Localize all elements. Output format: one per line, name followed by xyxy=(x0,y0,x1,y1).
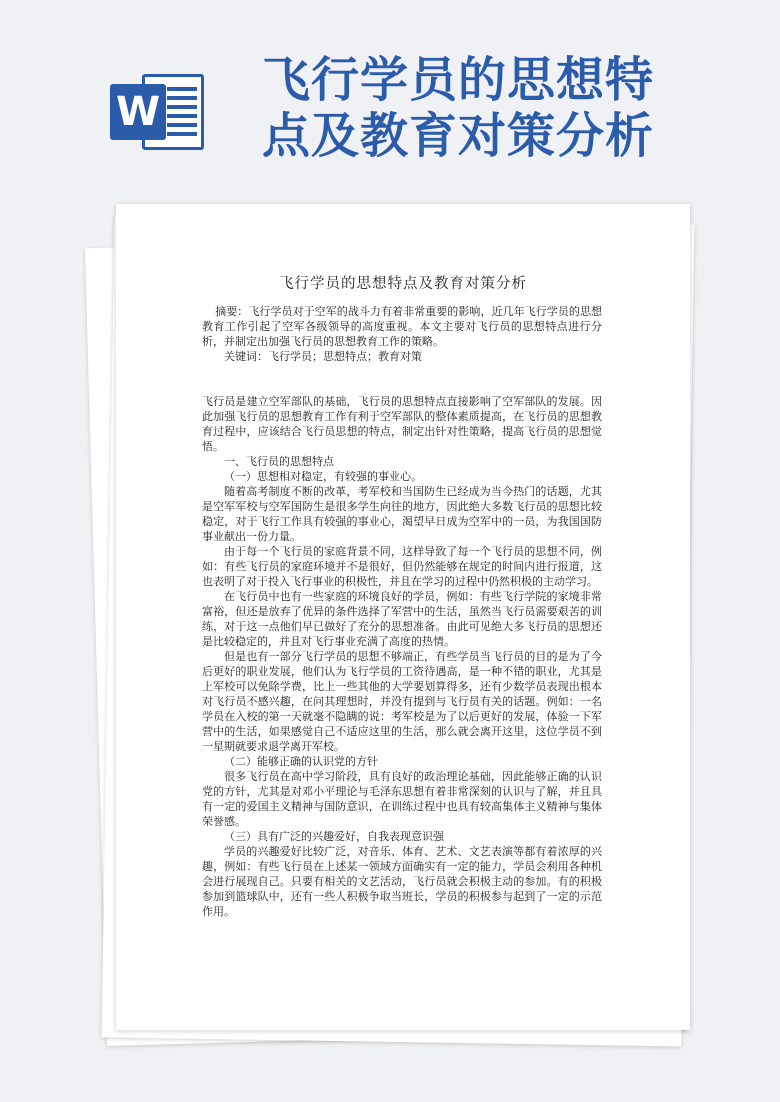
section-heading-1: 一、飞行员的思想特点 xyxy=(224,455,334,468)
paragraph-3: 在飞行员中也有一些家庭的环境良好的学员，例如：有些飞行学院的家境非常富裕，但还是放弃了优异的条件选择了军营中的生活，虽然当飞行员需要艰苦的训练，对于这一点他们早已做好了充分的思想准备。由此可见绝大多飞行员的思想还是比较稳定的，并且对飞行事业充满了高度的热情。 xyxy=(202,590,602,648)
word-letter-tile: W xyxy=(110,84,166,140)
paragraph-6: 学员的兴趣爱好比较广泛，对音乐、体育、艺术、文艺表演等都有着浓厚的兴趣，例如：有些飞行员在上述某一领域方面确实有一定的能力，学员会利用各种机会进行展现自己。只要有相关的文艺活动，飞行员就会积极主动的参加。有的积极参加到篮球队中，还有一些人积极争取当班长，学员的积极参与起到了一定的示范作用。 xyxy=(202,845,602,918)
word-icon xyxy=(110,68,206,154)
paragraph-2: 由于每一个飞行员的家庭背景不同，这样导致了每一个飞行员的思想不同，例如：有些飞行员的家庭环境并不是很好，但仍然能够在规定的时间内进行报道，这也表明了对于投入飞行事业的积极性，并且在学习的过程中仍然积极的主动学习。 xyxy=(202,545,602,588)
intro-paragraph: 飞行员是建立空军部队的基础，飞行员的思想特点直接影响了空军部队的发展。因此加强飞行员的思想教育工作有利于空军部队的整体素质提高，在飞行员的思想教育过程中，应该结合飞行员思想的特点，制定出针对性策略，提高飞行员的思想觉悟。 xyxy=(202,395,602,453)
page-title-line2: 点及教育对策分析 xyxy=(262,108,655,164)
document-body xyxy=(202,304,602,919)
document-page xyxy=(116,204,690,1030)
page-title xyxy=(262,52,682,164)
subsection-heading-1: （一）思想相对稳定，有较强的事业心。 xyxy=(224,470,422,483)
page-title-line1: 飞行学员的思想特 xyxy=(262,52,655,108)
page-header xyxy=(0,0,780,200)
document-title: 飞行学员的思想特点及教育对策分析 xyxy=(279,276,527,292)
paragraph-5: 很多飞行员在高中学习阶段，具有良好的政治理论基础，因此能够正确的认识党的方针，尤其是对邓小平理论与毛泽东思想有着非常深刻的认识与了解，并且具有一定的爱国主义精神与国防意识，在训练过程中也具有较高集体主义精神与集体荣誉感。 xyxy=(202,770,602,828)
paragraph-1: 随着高考制度不断的改革，考军校和当国防生已经成为当今热门的话题，尤其是空军军校与空军国防生是很多学生向往的地方，因此绝大多数飞行员的思想比较稳定，对于飞行工作具有较强的事业心，渴望早日成为空军中的一员，为我国国防事业献出一份力量。 xyxy=(202,485,602,543)
abstract-paragraph: 摘要：飞行学员对于空军的战斗力有着非常重要的影响，近几年飞行学员的思想教育工作引起了空军各级领导的高度重视。本文主要对飞行员的思想特点进行分析，并制定出加强飞行员的思想教育工作的策略。 xyxy=(202,305,602,348)
paragraph-4: 但是也有一部分飞行学员的思想不够端正，有些学员当飞行员的目的是为了今后更好的职业发展，他们认为飞行学员的工资待遇高，是一种不错的职业，尤其是上军校可以免除学费，比上一些其他的大学要划算得多，还有少数学员表现出根本对飞行员不感兴趣，在问其理想时，并没有提到与飞行员有关的话题。例如：一名学员在入校的第一天就毫不隐瞒的说：考军校是为了以后更好的发展，体验一下军营中的生活，如果感觉自己不适应这里的生活，那么就会离开这里，这位学员不到一星期就要求退学离开军校。 xyxy=(202,650,602,753)
subsection-heading-3: （三）具有广泛的兴趣爱好，自我表现意识强 xyxy=(224,830,444,843)
subsection-heading-2: （二）能够正确的认识党的方针 xyxy=(224,755,378,768)
keywords-line: 关键词：飞行学员；思想特点；教育对策 xyxy=(224,350,422,363)
